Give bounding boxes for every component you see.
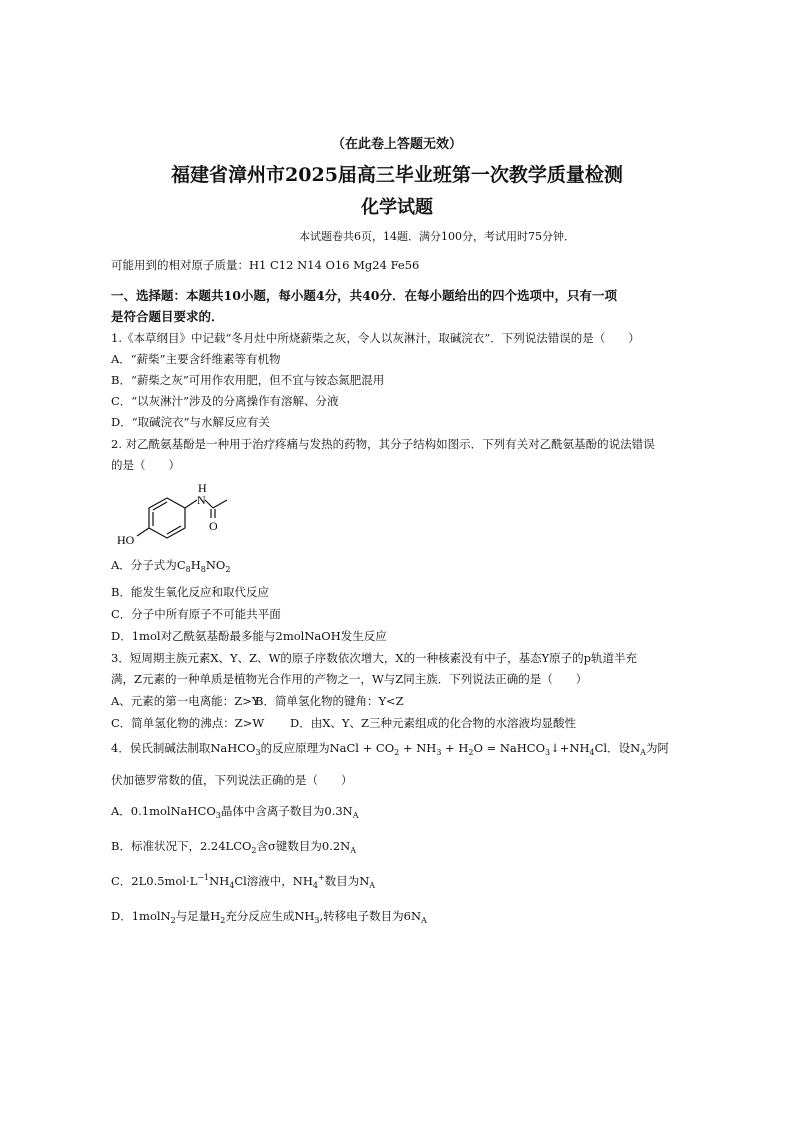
q4-a-mid: 晶体中含离子数目为0.3N xyxy=(220,804,353,818)
q2-stem-line2: 的是（ ） xyxy=(111,458,180,472)
q4-s1: 4．侯氏制碱法制取NaHCO xyxy=(111,741,256,755)
q4-d-sub3: 3 xyxy=(314,916,320,925)
q4-c-mid3: 数目为N xyxy=(324,874,370,888)
q2-formula xyxy=(177,558,231,572)
q3-stem-line2: 满，Z元素的一种单质是植物光合作用的产物之一，W与Z同主族．下列说法正确的是（ ） xyxy=(111,672,588,686)
q4-s1-mid5: ↓+NH xyxy=(550,741,590,755)
benzene-ring xyxy=(149,498,185,538)
q4-s1-sub2a: 2 xyxy=(394,748,400,757)
q4-a-sub3: 3 xyxy=(215,811,221,820)
section-heading-line2: 是符合题目要求的． xyxy=(111,309,224,324)
q4-s1-sub4: 4 xyxy=(589,748,595,757)
f-8a: 8 xyxy=(185,565,191,574)
q4-d-mid: 与足量H xyxy=(175,909,221,923)
answer-invalid-note: （在此卷上答题无效） xyxy=(331,137,462,152)
q4-s1-sub3c: 3 xyxy=(545,748,551,757)
mol-hydroxyl: HO xyxy=(117,533,135,547)
q3-option-d: D．由X、Y、Z三种元素组成的化合物的水溶液均显酸性 xyxy=(290,716,576,730)
q4-d-subA: A xyxy=(421,916,427,925)
q4-c-sup: −1 xyxy=(197,873,210,882)
mol-oxygen: O xyxy=(209,519,218,533)
q4-b-subA: A xyxy=(350,846,356,855)
acetaminophen-structure xyxy=(115,478,235,548)
exam-info: 本试题卷共6页，14题．满分100分，考试用时75分钟． xyxy=(299,230,575,243)
q4-stem-line2: 伏加德罗常数的值，下列说法正确的是（ ） xyxy=(111,773,353,787)
q4-s1-mid4: O = NaHCO xyxy=(473,741,546,755)
q4-option-b xyxy=(111,838,356,855)
q4-d-sub2: 2 xyxy=(170,916,176,925)
f-h: H xyxy=(190,558,201,572)
q4-d-pre: D．1molN xyxy=(111,909,171,923)
q4-d-mid3: ,转移电子数目为6N xyxy=(319,909,422,923)
q4-s1-mid2: + NH xyxy=(399,741,437,755)
q2-option-d: D．1mol对乙酰氨基酚最多能与2molNaOH发生反应 xyxy=(111,629,387,643)
f-2: 2 xyxy=(225,565,231,574)
q4-s1-subA: A xyxy=(640,748,646,757)
atomic-masses: 可能用到的相对原子质量：H1 C12 N14 O16 Mg24 Fe56 xyxy=(111,258,420,272)
q4-a-pre: A．0.1molNaHCO xyxy=(111,804,216,818)
q1-option-b: B．“薪柴之灰”可用作农用肥，但不宜与铵态氮肥混用 xyxy=(111,373,385,387)
q2-option-c: C．分子中所有原子不可能共平面 xyxy=(111,607,281,621)
q4-d-mid2: 充分反应生成NH xyxy=(225,909,315,923)
f-8b: 8 xyxy=(200,565,206,574)
q4-c-sup-plus: + xyxy=(318,873,325,882)
q1-option-d: D．“取碱浣衣”与水解反应有关 xyxy=(111,415,270,429)
q4-c-sub4b: 4 xyxy=(312,881,318,890)
q4-s1-end: Cl．设N xyxy=(594,741,641,755)
section-heading-line1: 一、选择题：本题共10小题，每小题4分，共40分．在每小题给出的四个选项中，只有一项 xyxy=(111,288,617,303)
q4-s1-sub2b: 2 xyxy=(468,748,474,757)
q2-option-b: B．能发生氧化反应和取代反应 xyxy=(111,585,269,599)
q2-stem-line1: 2. 对乙酰氨基酚是一种用于治疗疼痛与发热的药物，其分子结构如图示．下列有关对乙酰氨基酚的说法错误 xyxy=(111,437,655,451)
q4-s1-sub3b: 3 xyxy=(436,748,442,757)
q4-s1-tail: 为阿 xyxy=(645,741,669,755)
q1-option-a: A．“薪柴”主要含纤维素等有机物 xyxy=(111,352,281,366)
exam-title: 福建省漳州市2025届高三毕业班第一次教学质量检测 xyxy=(171,164,623,186)
q4-stem-line1 xyxy=(111,740,669,757)
q1-stem: 1.《本草纲目》中记载“冬月灶中所烧薪柴之灰，令人以灰淋汁，取碱浣衣”．下列说法错误的是（ ） xyxy=(111,331,640,345)
q4-c-pre: C．2L0.5mol·L xyxy=(111,874,198,888)
mol-hydrogen: H xyxy=(198,481,207,495)
q4-c-subA: A xyxy=(369,881,376,890)
q3-stem-line1: 3．短周期主族元素X、Y、Z、W的原子序数依次增大，X的一种核素没有中子，基态Y原子的p轨道半充 xyxy=(111,651,638,665)
q3-option-a: A、元素的第一电离能：Z>Y xyxy=(111,694,260,708)
q4-c-sub4: 4 xyxy=(229,881,235,890)
q4-option-a xyxy=(111,803,359,820)
q4-b-pre: B．标准状况下，2.24LCO xyxy=(111,839,252,853)
q1-option-c: C．“以灰淋汁”涉及的分离操作有溶解、分液 xyxy=(111,394,339,408)
q4-d-sub2b: 2 xyxy=(220,916,226,925)
q4-b-mid: 含σ键数目为0.2N xyxy=(256,839,351,853)
f-c: C xyxy=(176,558,186,572)
q4-c-mid2: Cl溶液中，NH xyxy=(234,874,313,888)
f-no: NO xyxy=(205,558,226,572)
q3-option-b: B．简单氢化物的键角：Y<Z xyxy=(255,694,404,708)
mol-nitrogen: N xyxy=(197,493,206,507)
q3-option-c: C．简单氢化物的沸点：Z>W xyxy=(111,716,265,730)
q4-c-mid: NH xyxy=(209,874,230,888)
q2-option-a-prefix: A．分子式为 xyxy=(111,558,177,572)
q4-option-c xyxy=(111,873,375,890)
q2-option-a xyxy=(111,557,230,574)
q4-option-d xyxy=(111,908,427,925)
q4-s1-mid3: + H xyxy=(441,741,469,755)
subject-title: 化学试题 xyxy=(361,197,433,218)
q4-b-sub2: 2 xyxy=(251,846,257,855)
q4-a-subA: A xyxy=(352,811,359,820)
q4-s1-mid: 的反应原理为NaCl + CO xyxy=(260,741,395,755)
q4-s1-sub3: 3 xyxy=(255,748,261,757)
